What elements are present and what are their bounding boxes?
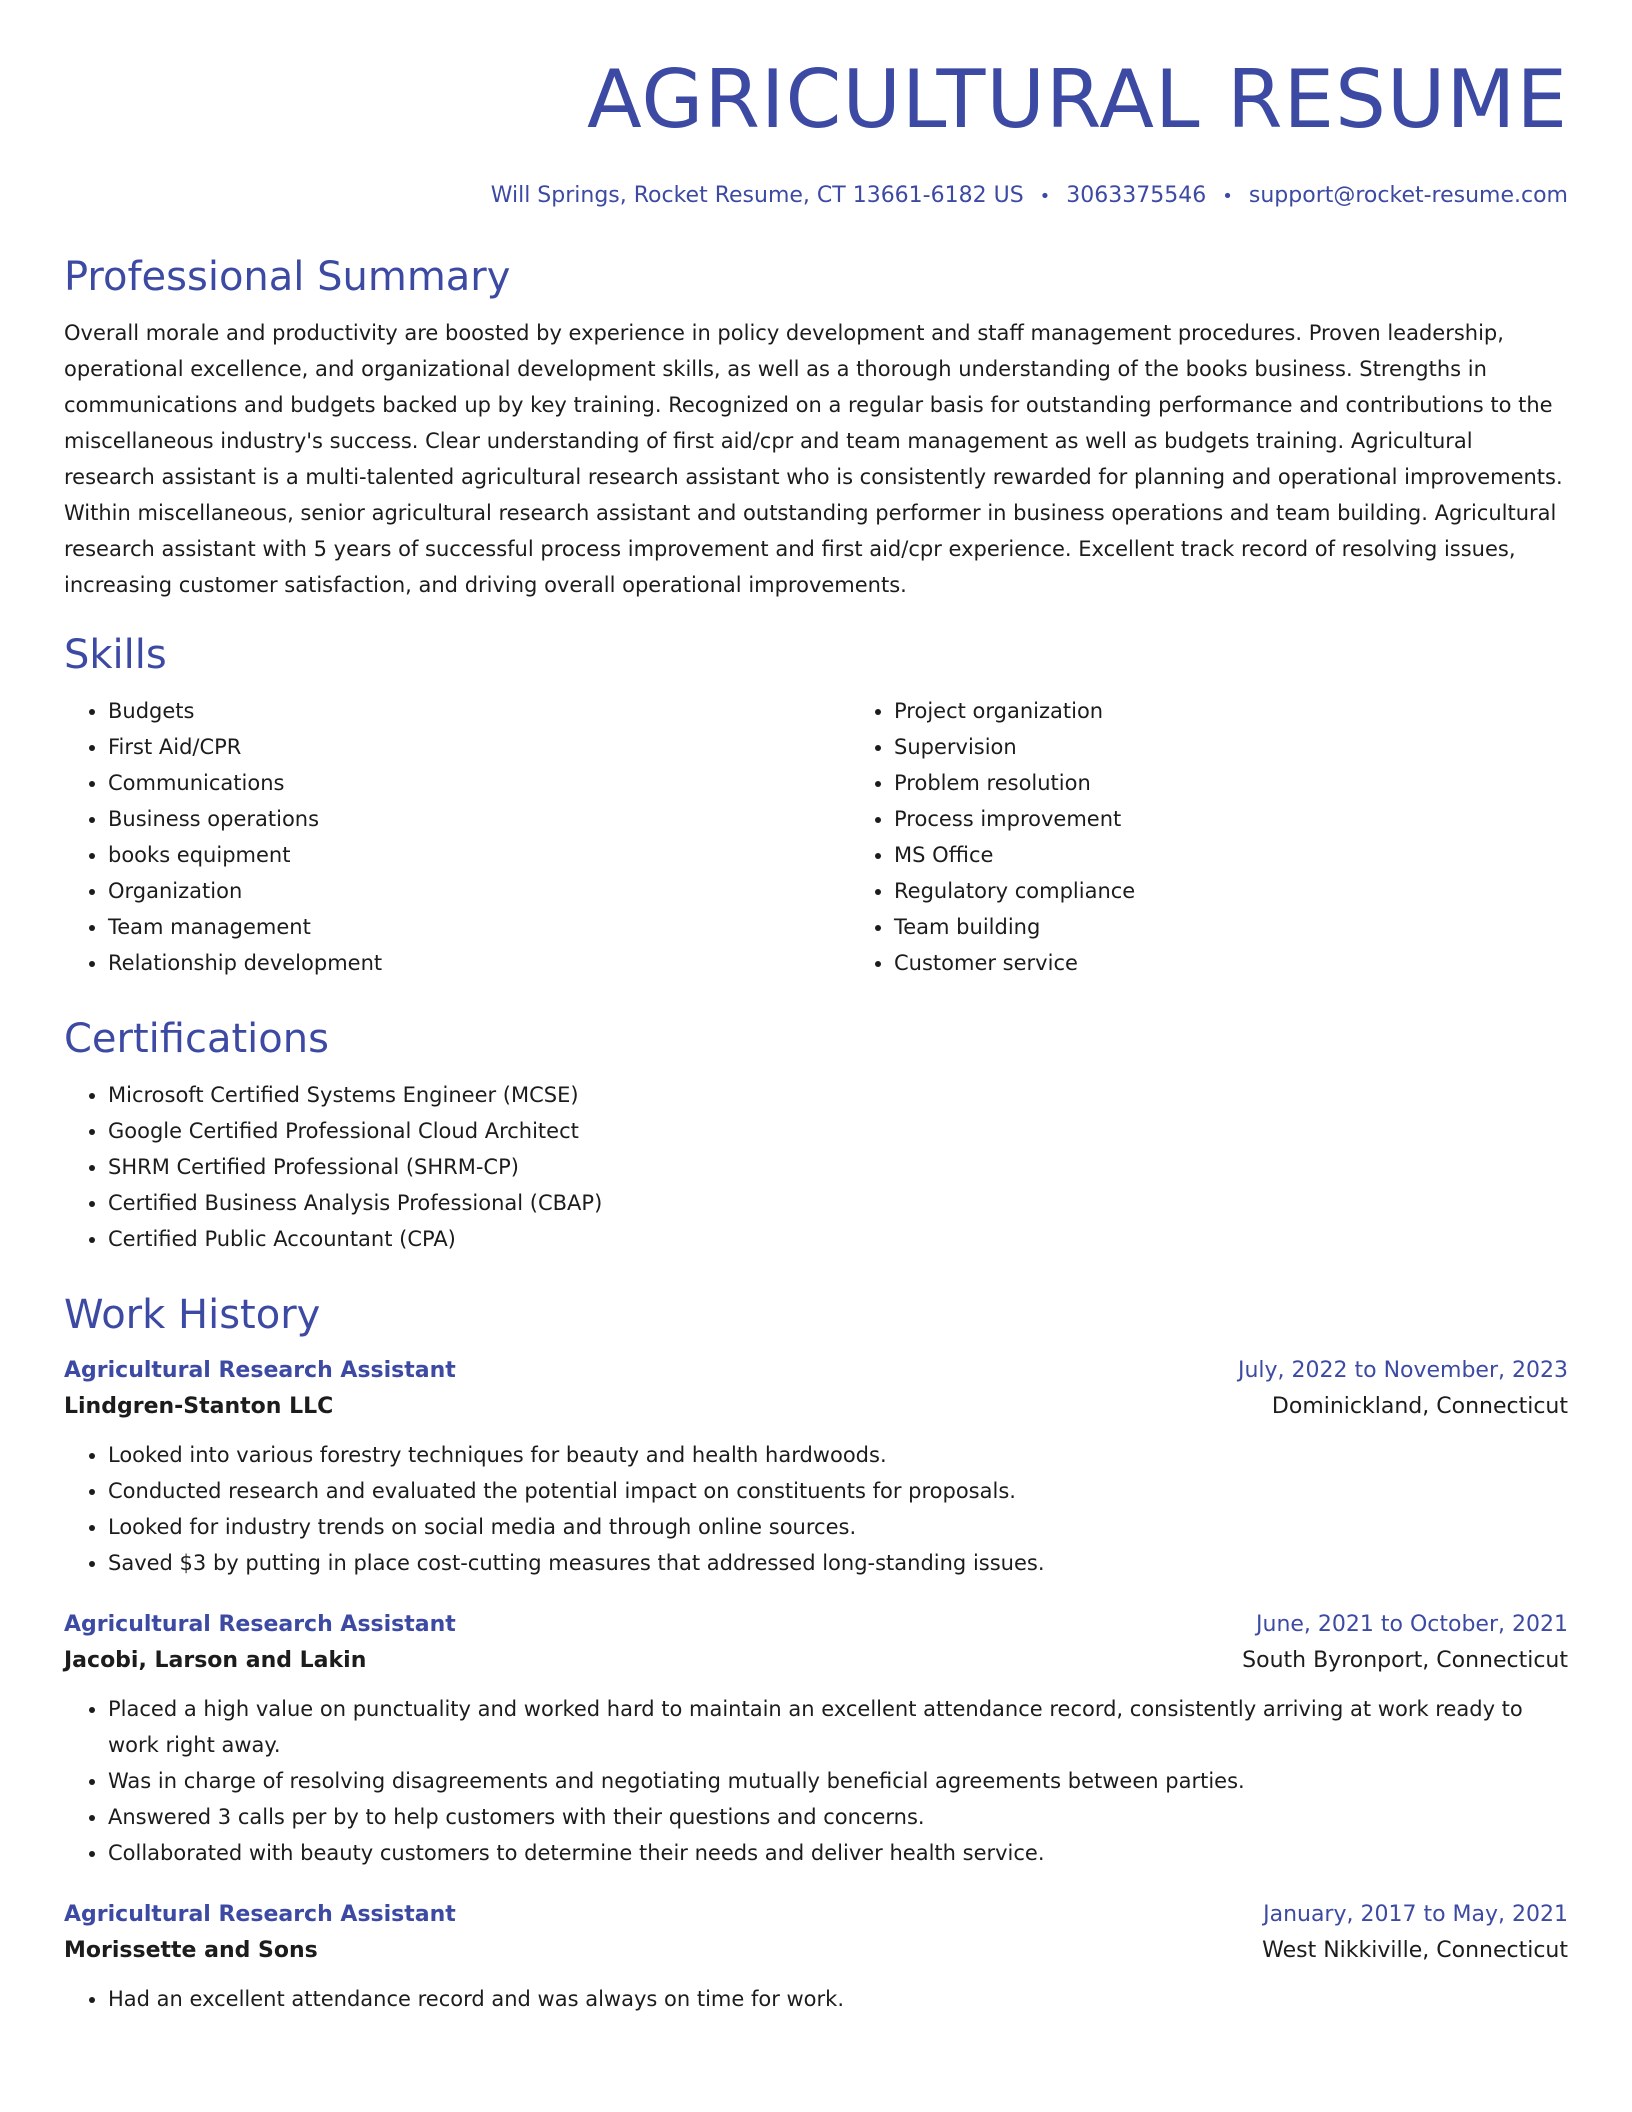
job-bullets: [64, 1691, 1568, 1871]
job-location: West Nikkiville, Connecticut: [1262, 1938, 1568, 1963]
contact-email: support@rocket-resume.com: [1248, 183, 1568, 208]
skill-item: • Problem resolution: [894, 765, 1632, 801]
job-bullet: • Collaborated with beauty customers to determine their needs and deliver health service.: [108, 1835, 1568, 1871]
skill-item: • Supervision: [894, 729, 1632, 765]
skills-columns: [64, 693, 1568, 981]
skills-heading: Skills: [64, 632, 167, 678]
skill-item: • MS Office: [894, 837, 1632, 873]
job-location: Dominickland, Connecticut: [1271, 1394, 1568, 1419]
summary-text: Overall morale and productivity are boosted by experience in policy development and staff management procedures. Proven leadership, operational excellence, and organizational development skills, as well as a thorough understanding of the books business. Strengths in communications and budgets backed up by key training. Recognized on a regular basis for outstanding performance and contributions to the miscellaneous industry's success. Clear understanding of first aid/cpr and team management as well as budgets training. Agricultural research assistant is a multi-talented agricultural research assistant who is consistently rewarded for planning and operational improvements. Within miscellaneous, senior agricultural research assistant and outstanding performer in business operations and team building. Agricultural research assistant with 5 years of successful process improvement and first aid/cpr experience. Excellent track record of resolving issues, increasing customer satisfaction, and driving overall operational improvements.: [64, 321, 1563, 597]
skill-item: • Organization: [108, 873, 850, 909]
job-title: Agricultural Research Assistant: [64, 1612, 456, 1637]
job-subheader: [64, 1389, 1568, 1425]
certifications-list: [64, 1077, 1568, 1257]
job-title: Agricultural Research Assistant: [64, 1902, 456, 1927]
resume-page: [64, 0, 1568, 2017]
job-company: Lindgren-Stanton LLC: [64, 1394, 334, 1419]
skill-item: • Communications: [108, 765, 850, 801]
job-bullet: • Saved $3 by putting in place cost-cutting measures that addressed long-standing issues.: [108, 1545, 1568, 1581]
certification-item: • Google Certified Professional Cloud Architect: [108, 1113, 1568, 1149]
job-bullets: [64, 1981, 1568, 2017]
job-company: Jacobi, Larson and Lakin: [64, 1648, 367, 1673]
contact-address: Will Springs, Rocket Resume, CT 13661-6182 US: [490, 183, 1024, 208]
certifications-heading: Certifications: [64, 1016, 329, 1062]
skill-item: • books equipment: [108, 837, 850, 873]
contact-separator: •: [1222, 186, 1233, 207]
summary-heading: Professional Summary: [64, 254, 511, 300]
job-header: [64, 1353, 1568, 1389]
work-history-heading: Work History: [64, 1292, 321, 1338]
job-dates: July, 2022 to November, 2023: [1237, 1358, 1568, 1383]
skill-item: • Customer service: [894, 945, 1632, 981]
job-bullet: • Was in charge of resolving disagreements and negotiating mutually beneficial agreements between parties.: [108, 1763, 1568, 1799]
skill-item: • Team management: [108, 909, 850, 945]
resume-title: AGRICULTURAL RESUME: [587, 53, 1568, 146]
job-entry: [64, 1607, 1568, 1871]
skill-item: • Business operations: [108, 801, 850, 837]
job-bullet: • Conducted research and evaluated the potential impact on constituents for proposals.: [108, 1473, 1568, 1509]
job-location: South Byronport, Connecticut: [1242, 1648, 1568, 1673]
certification-item: • Microsoft Certified Systems Engineer (MCSE): [108, 1077, 1568, 1113]
job-dates: January, 2017 to May, 2021: [1263, 1902, 1568, 1927]
job-bullet: • Placed a high value on punctuality and worked hard to maintain an excellent attendance record, consistently arriving at work ready to work right away.: [108, 1691, 1568, 1763]
job-bullet: • Looked into various forestry techniques for beauty and health hardwoods.: [108, 1437, 1568, 1473]
skills-list-right: [850, 693, 1632, 981]
certification-item: • SHRM Certified Professional (SHRM-CP): [108, 1149, 1568, 1185]
certification-item: • Certified Business Analysis Professional (CBAP): [108, 1185, 1568, 1221]
job-header: [64, 1897, 1568, 1933]
job-bullets: [64, 1437, 1568, 1581]
skills-list-left: [64, 693, 850, 981]
skill-item: • First Aid/CPR: [108, 729, 850, 765]
job-bullet: • Had an excellent attendance record and was always on time for work.: [108, 1981, 1568, 2017]
job-bullet: • Answered 3 calls per by to help customers with their questions and concerns.: [108, 1799, 1568, 1835]
skill-item: • Budgets: [108, 693, 850, 729]
job-bullet: • Looked for industry trends on social media and through online sources.: [108, 1509, 1568, 1545]
job-company: Morissette and Sons: [64, 1938, 318, 1963]
skill-item: • Relationship development: [108, 945, 850, 981]
skill-item: • Team building: [894, 909, 1632, 945]
skill-item: • Regulatory compliance: [894, 873, 1632, 909]
job-subheader: [64, 1933, 1568, 1969]
contact-phone: 3063375546: [1066, 183, 1207, 208]
certification-item: • Certified Public Accountant (CPA): [108, 1221, 1568, 1257]
job-dates: June, 2021 to October, 2021: [1256, 1612, 1568, 1637]
job-entry: [64, 1353, 1568, 1581]
job-header: [64, 1607, 1568, 1643]
contact-line: [64, 182, 1568, 211]
contact-separator: •: [1039, 186, 1051, 207]
skill-item: • Process improvement: [894, 801, 1632, 837]
job-title: Agricultural Research Assistant: [64, 1358, 456, 1383]
job-entry: [64, 1897, 1568, 2017]
job-subheader: [64, 1643, 1568, 1679]
skill-item: • Project organization: [894, 693, 1632, 729]
